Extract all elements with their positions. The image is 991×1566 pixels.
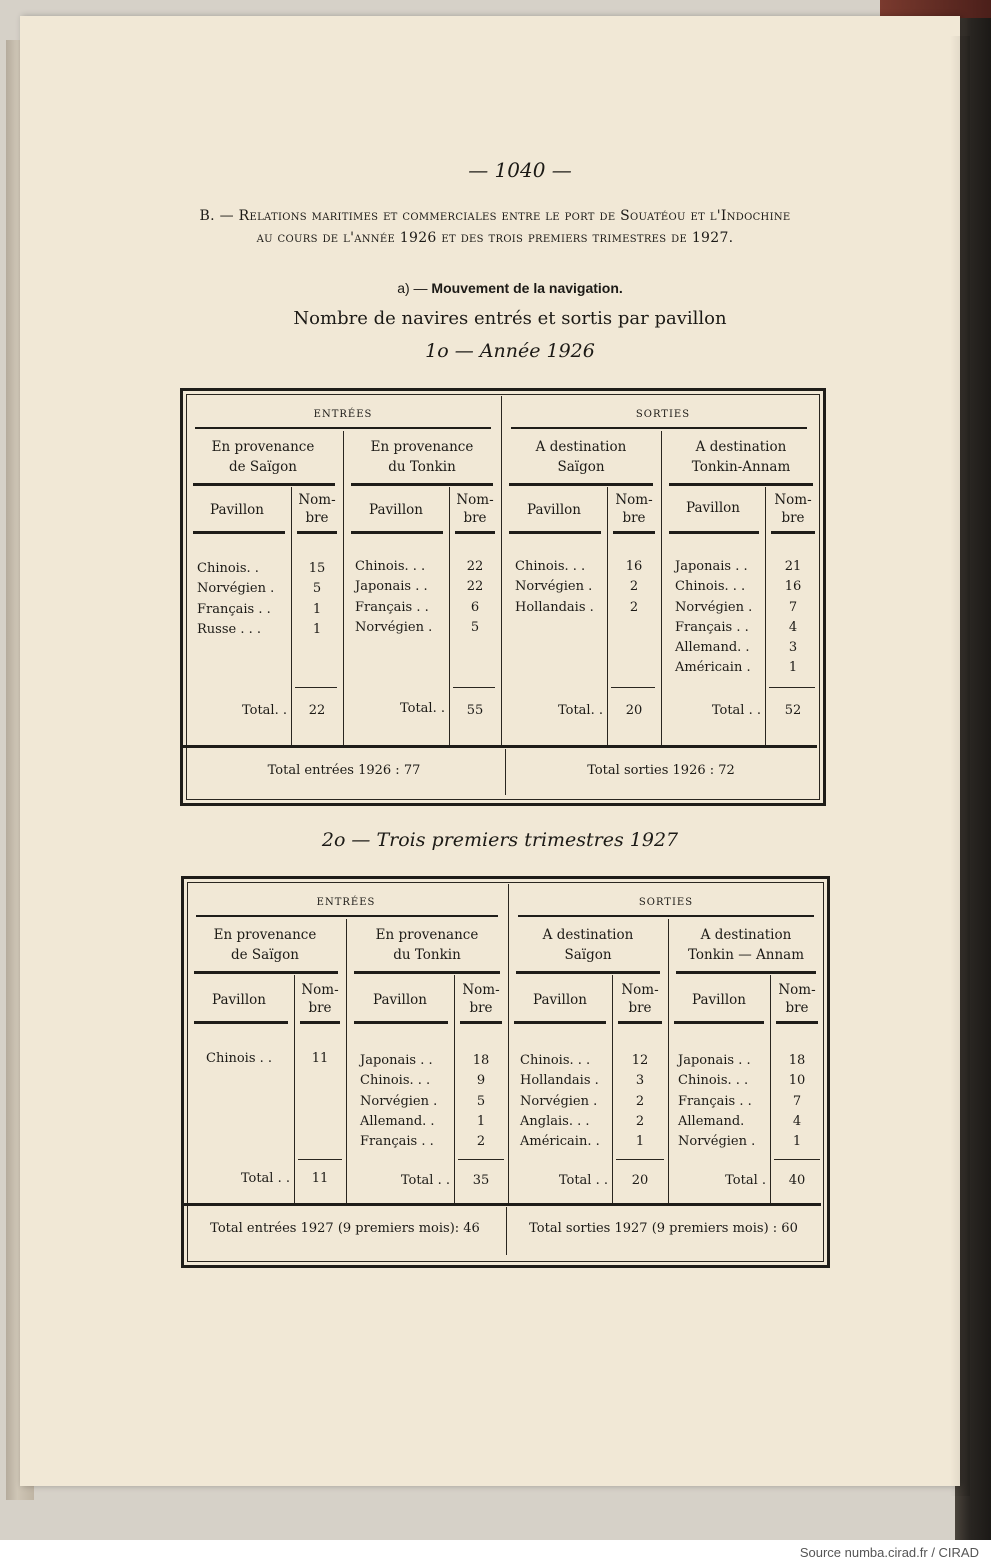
table-row: Japonais . .	[675, 559, 748, 574]
table-row: Russe . . .	[197, 621, 261, 637]
table-row: Norvégien .	[520, 1093, 598, 1109]
col-pavillon: Pavillon	[527, 502, 581, 518]
group-header-entrees: ENTRÉES	[313, 409, 373, 420]
table-row: Norvégien .	[355, 619, 433, 635]
total-value: 40	[788, 1173, 806, 1188]
total-label: Total . .	[558, 1173, 608, 1188]
table-row: Hollandais .	[520, 1073, 599, 1089]
table-row: Allemand. .	[675, 640, 750, 656]
total-label: Total . .	[240, 1171, 290, 1186]
brace-sorties	[518, 915, 814, 925]
pavillon-list	[675, 557, 765, 679]
col-nombre: Nom- bre	[298, 492, 336, 526]
total-entrees-1926: Total entrées 1926 : 77	[267, 763, 421, 778]
table-caption: Nombre de navires entrés et sortis par pavillon	[293, 308, 727, 329]
group-header-sorties: SORTIES	[638, 897, 694, 908]
table-row: Japonais . .	[678, 1053, 751, 1068]
col-nombre: Nom- bre	[615, 492, 653, 526]
total-value: 55	[466, 703, 484, 718]
total-value: 20	[625, 703, 643, 718]
table-row: Japonais . .	[360, 1053, 433, 1068]
col-nombre: Nom- bre	[301, 982, 339, 1016]
pavillon-list	[678, 1051, 770, 1152]
table-row: Français . .	[678, 1093, 752, 1109]
table-row: Français . .	[675, 619, 749, 635]
block-header-2: En provenance du Tonkin	[375, 927, 479, 963]
total-label: Total. .	[399, 701, 445, 716]
section-1-title: 1o — Année 1926	[425, 340, 595, 362]
col-nombre: Nom- bre	[456, 492, 494, 526]
table-row: Chinois. .	[197, 561, 259, 576]
total-label: Total . .	[400, 1173, 450, 1188]
table-row: Chinois. . .	[360, 1073, 431, 1089]
table-row: Chinois . .	[206, 1051, 273, 1066]
col-pavillon: Pavillon	[692, 992, 746, 1008]
source-credit: Source numba.cirad.fr / CIRAD	[799, 1545, 979, 1560]
heading-line-2: au cours de l'année 1926 et des trois premiers trimestres de 1927.	[256, 230, 734, 246]
col-pavillon: Pavillon	[533, 992, 587, 1008]
total-label: Total. .	[241, 703, 287, 718]
total-label: Total. .	[557, 703, 603, 718]
table-row: Chinois. . .	[520, 1053, 591, 1068]
page-fold-shadow	[950, 36, 970, 1496]
table-row: Français . .	[355, 599, 429, 615]
pavillon-list	[355, 557, 447, 638]
col-pavillon: Pavillon	[373, 992, 427, 1008]
nombre-list: 18 9 5 1 2	[472, 1053, 490, 1150]
col-nombre: Nom- bre	[774, 492, 812, 526]
total-sorties-1927: Total sorties 1927 (9 premiers mois) : 60	[529, 1221, 798, 1236]
col-nombre: Nom- bre	[621, 982, 659, 1016]
block-header-4: A destination Tonkin — Annam	[687, 927, 805, 963]
nombre-list: 12 3 2 2 1	[631, 1053, 649, 1150]
table-row: Hollandais .	[515, 599, 594, 615]
table-row: Américain. .	[520, 1134, 600, 1150]
block-header-4: A destination Tonkin-Annam	[691, 439, 791, 475]
subheading-text: Mouvement de la navigation.	[431, 280, 623, 296]
table-row: Chinois. . .	[355, 559, 426, 574]
total-value: 11	[311, 1171, 329, 1186]
block-header-3: A destination Saïgon	[535, 439, 627, 475]
block-header-3: A destination Saïgon	[542, 927, 634, 963]
page-number: — 1040 —	[468, 158, 572, 182]
subheading	[330, 280, 690, 296]
table-1926	[180, 388, 826, 806]
col-nombre: Nom- bre	[462, 982, 500, 1016]
table-row: Allemand. .	[360, 1113, 435, 1129]
pavillon-list	[360, 1051, 452, 1152]
table-row: Chinois. . .	[675, 579, 746, 595]
brace-entrees	[196, 915, 498, 925]
table-row: Chinois. . .	[678, 1073, 749, 1089]
col-nombre: Nom- bre	[778, 982, 816, 1016]
group-header-sorties: SORTIES	[635, 409, 691, 420]
total-label: Total . .	[711, 703, 761, 718]
table-row: Allemand.	[678, 1113, 745, 1129]
total-value: 22	[308, 703, 326, 718]
total-value: 20	[631, 1173, 649, 1188]
table-row: Norvégien .	[675, 599, 753, 615]
nombre-list: 18 10 7 4 1	[788, 1053, 806, 1150]
heading-line-1: B. — Relations maritimes et commerciales entre le port de Souatéou et l'Indochine	[199, 208, 791, 224]
block-header-1: En provenance de Saïgon	[211, 439, 315, 475]
table-1927	[181, 876, 830, 1268]
total-sorties-1926: Total sorties 1926 : 72	[587, 763, 735, 778]
block-header-1: En provenance de Saïgon	[213, 927, 317, 963]
table-row: Français . .	[360, 1134, 434, 1150]
table-row: Chinois. . .	[515, 559, 586, 574]
total-value: 35	[472, 1173, 490, 1188]
subheading-label: a) —	[397, 280, 428, 296]
document-heading	[150, 205, 840, 249]
nombre-list: 15 5 1 1	[308, 561, 326, 637]
col-pavillon: Pavillon	[369, 502, 423, 518]
nombre-list: 16 2 2	[625, 559, 643, 615]
nombre-list: 22 22 6 5	[466, 559, 484, 635]
section-2-title: 2o — Trois premiers trimestres 1927	[321, 829, 679, 851]
pavillon-list	[206, 1049, 292, 1069]
total-value: 52	[784, 703, 802, 718]
table-row: Norvégien .	[360, 1093, 438, 1109]
total-label: Total .	[725, 1173, 766, 1188]
group-header-entrees: ENTRÉES	[316, 897, 376, 908]
col-pavillon: Pavillon	[212, 992, 266, 1008]
table-row: Français . .	[197, 601, 271, 617]
pavillon-list	[515, 557, 607, 618]
nombre-list: 11	[311, 1051, 329, 1066]
pavillon-list	[197, 559, 289, 640]
table-row: Norvégien .	[197, 581, 275, 597]
table-row: Norvégien .	[515, 579, 593, 595]
table-row: Anglais. . .	[520, 1113, 590, 1129]
col-pavillon: Pavillon	[686, 500, 740, 516]
nombre-list: 21 16 7 4 3 1	[784, 559, 802, 676]
table-row: Norvégien .	[678, 1134, 756, 1150]
pavillon-list	[520, 1051, 612, 1152]
total-entrees-1927: Total entrées 1927 (9 premiers mois): 46	[210, 1221, 480, 1236]
table-row: Américain .	[675, 660, 751, 676]
brace-sorties	[511, 427, 807, 437]
block-header-2: En provenance du Tonkin	[370, 439, 474, 475]
table-row: Japonais . .	[355, 579, 428, 595]
col-pavillon: Pavillon	[210, 502, 264, 518]
